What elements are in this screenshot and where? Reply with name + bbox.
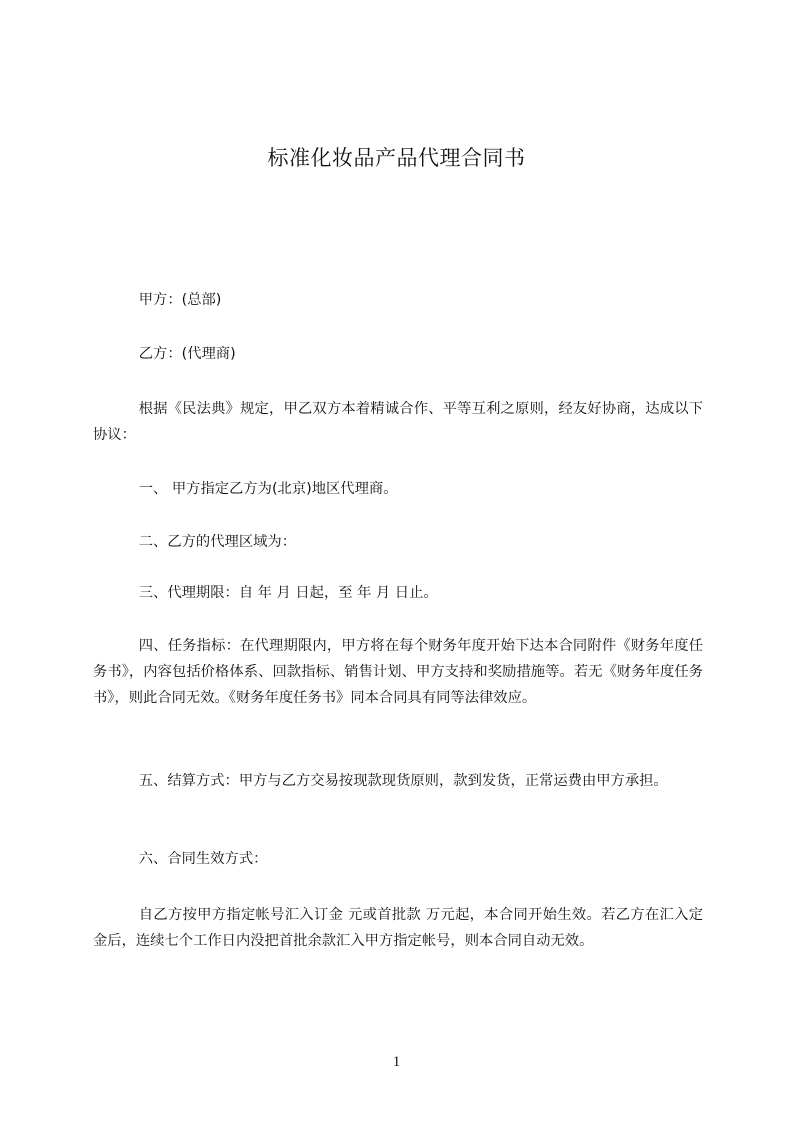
clause-6-detail: 自乙方按甲方指定帐号汇入订金 元或首批款 万元起，本合同开始生效。若乙方在汇入定金后，连续七个工作日内没把首批余款汇入甲方指定帐号，则本合同自动无效。 <box>93 907 703 949</box>
clause-2: 二、乙方的代理区域为： <box>138 534 297 550</box>
clause-4: 四、任务指标：在代理期限内，甲方将在每个财务年度开始下达本合同附件《财务年度任务书》，内容包括价格体系、回款指标、销售计划、甲方支持和奖励措施等。若无《财务年度任务书》，则此合同无效。《财务年度任务书》同本合同具有同等法律效应。 <box>93 638 703 706</box>
intro-paragraph: 根据《民法典》规定，甲乙双方本着精诚合作、平等互利之原则，经友好协商，达成以下协议： <box>93 401 703 443</box>
document-title: 标准化妆品产品代理合同书 <box>267 146 526 170</box>
page-number: 1 <box>392 1054 401 1070</box>
clause-5: 五、结算方式：甲方与乙方交易按现款现货原则，款到发货，正常运费由甲方承担。 <box>138 773 668 789</box>
clause-6: 六、合同生效方式： <box>138 851 268 867</box>
clause-3: 三、代理期限：自 年 月 日起，至 年 月 日止。 <box>138 585 438 601</box>
clause-1: 一、 甲方指定乙方为(北京)地区代理商。 <box>138 481 398 497</box>
party-b-line: 乙方：(代理商) <box>138 346 236 362</box>
party-a-line: 甲方：(总部) <box>138 292 222 308</box>
